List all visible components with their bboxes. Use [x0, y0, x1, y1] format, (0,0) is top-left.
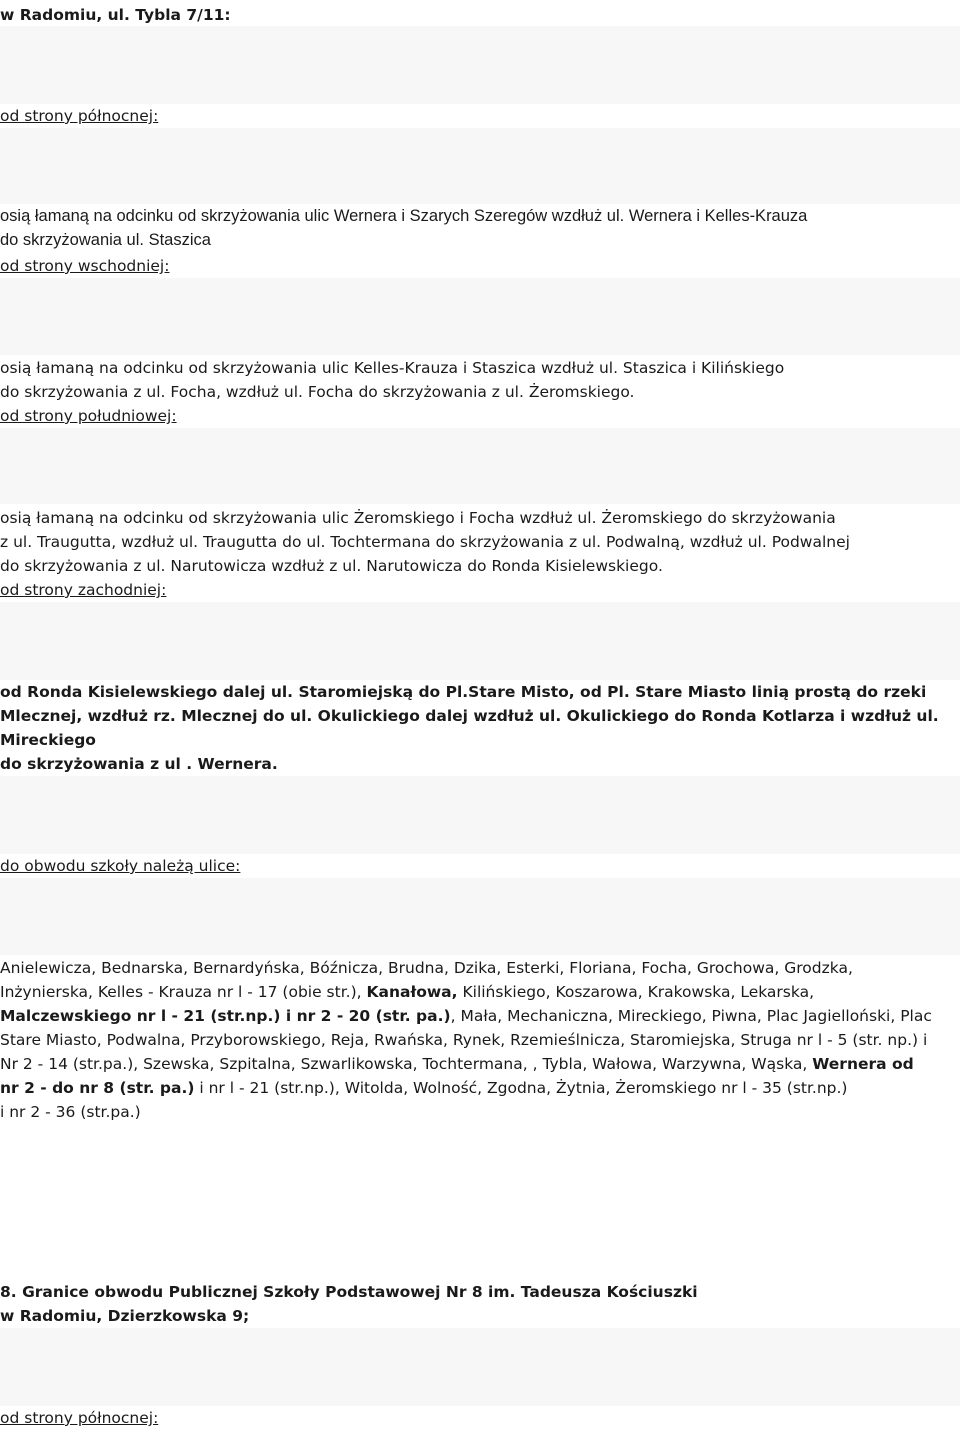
text-line: Anielewicza, Bednarska, Bernardyńska, Bóźnicza, Brudna, Dzika, Esterki, Floriana, Focha, Grochowa, Grodzka,	[0, 959, 853, 977]
text-line: do skrzyżowania ul. Staszica	[0, 231, 211, 249]
text-line: nr 2 - do nr 8 (str. pa.) i nr l - 21 (str.np.), Witolda, Wolność, Zgodna, Żytnia, Żeromskiego nr l - 35 (str.np.)	[0, 1079, 848, 1097]
row-band	[0, 776, 960, 854]
row-band	[0, 1328, 960, 1406]
text-line: Nr 2 - 14 (str.pa.), Szewska, Szpitalna, Szwarlikowska, Tochtermana, , Tybla, Wałowa, Warzywna, Wąska, Wernera od	[0, 1055, 914, 1073]
row-band	[0, 278, 960, 355]
text-line: osią łamaną na odcinku od skrzyżowania ulic Żeromskiego i Focha wzdłuż ul. Żeromskiego do skrzyżowania	[0, 509, 836, 527]
text-line: do skrzyżowania z ul . Wernera.	[0, 755, 278, 773]
text-line: Stare Miasto, Podwalna, Przyborowskiego, Reja, Rwańska, Rynek, Rzemieślnicza, Staromiejska, Struga nr l - 5 (str. np.) i	[0, 1031, 928, 1049]
east-boundary-text	[0, 356, 960, 404]
school8-heading	[0, 1280, 960, 1328]
school8-address: w Radomiu, Dzierzkowska 9;	[0, 1307, 250, 1325]
text-line: od Ronda Kisielewskiego dalej ul. Staromiejską do Pl.Stare Misto, od Pl. Stare Miasto linią prostą do rzeki	[0, 683, 927, 701]
row-band	[0, 428, 960, 504]
row-band	[0, 878, 960, 955]
north-side-label: od strony północnej:	[0, 107, 159, 125]
text-line: Malczewskiego nr l - 21 (str.np.) i nr 2 - 20 (str. pa.), Mała, Mechaniczna, Mireckiego, Piwna, Plac Jagielloński, Plac	[0, 1007, 932, 1025]
row-band	[0, 602, 960, 680]
west-boundary-text	[0, 680, 960, 776]
south-boundary-text	[0, 506, 960, 578]
east-side-label: od strony wschodniej:	[0, 257, 170, 275]
row-band	[0, 26, 960, 104]
text-line: osią łamaną na odcinku od skrzyżowania ulic Wernera i Szarych Szeregów wzdłuż ul. Wernera i Kelles-Krauza	[0, 207, 808, 225]
south-side-label: od strony południowej:	[0, 407, 177, 425]
text-line: do skrzyżowania z ul. Focha, wzdłuż ul. Focha do skrzyżowania z ul. Żeromskiego.	[0, 383, 635, 401]
west-side-label: od strony zachodniej:	[0, 581, 167, 599]
text-line: i nr 2 - 36 (str.pa.)	[0, 1103, 141, 1121]
text-line: Mireckiego	[0, 731, 96, 749]
school8-north-label: od strony północnej:	[0, 1409, 159, 1427]
text-line: osią łamaną na odcinku od skrzyżowania ulic Kelles-Krauza i Staszica wzdłuż ul. Staszica i Kilińskiego	[0, 359, 785, 377]
streets-list	[0, 956, 960, 1124]
text-line: do skrzyżowania z ul. Narutowicza wzdłuż z ul. Narutowicza do Ronda Kisielewskiego.	[0, 557, 663, 575]
text-line: Mlecznej, wzdłuż rz. Mlecznej do ul. Okulickiego dalej wzdłuż ul. Okulickiego do Ronda Kotlarza i wzdłuż ul.	[0, 707, 939, 725]
text-line: z ul. Traugutta, wzdłuż ul. Traugutta do ul. Tochtermana do skrzyżowania z ul. Podwalną, wzdłuż ul. Podwalnej	[0, 533, 850, 551]
row-band	[0, 128, 960, 204]
text-line: Inżynierska, Kelles - Krauza nr l - 17 (obie str.), Kanałowa, Kilińskiego, Koszarowa, Krakowska, Lekarska,	[0, 983, 815, 1001]
north-boundary-text	[0, 204, 960, 252]
streets-label: do obwodu szkoły należą ulice:	[0, 857, 241, 875]
heading-line: 8. Granice obwodu Publicznej Szkoły Podstawowej Nr 8 im. Tadeusza Kościuszki	[0, 1283, 698, 1301]
school-address: w Radomiu, ul. Tybla 7/11:	[0, 6, 231, 24]
